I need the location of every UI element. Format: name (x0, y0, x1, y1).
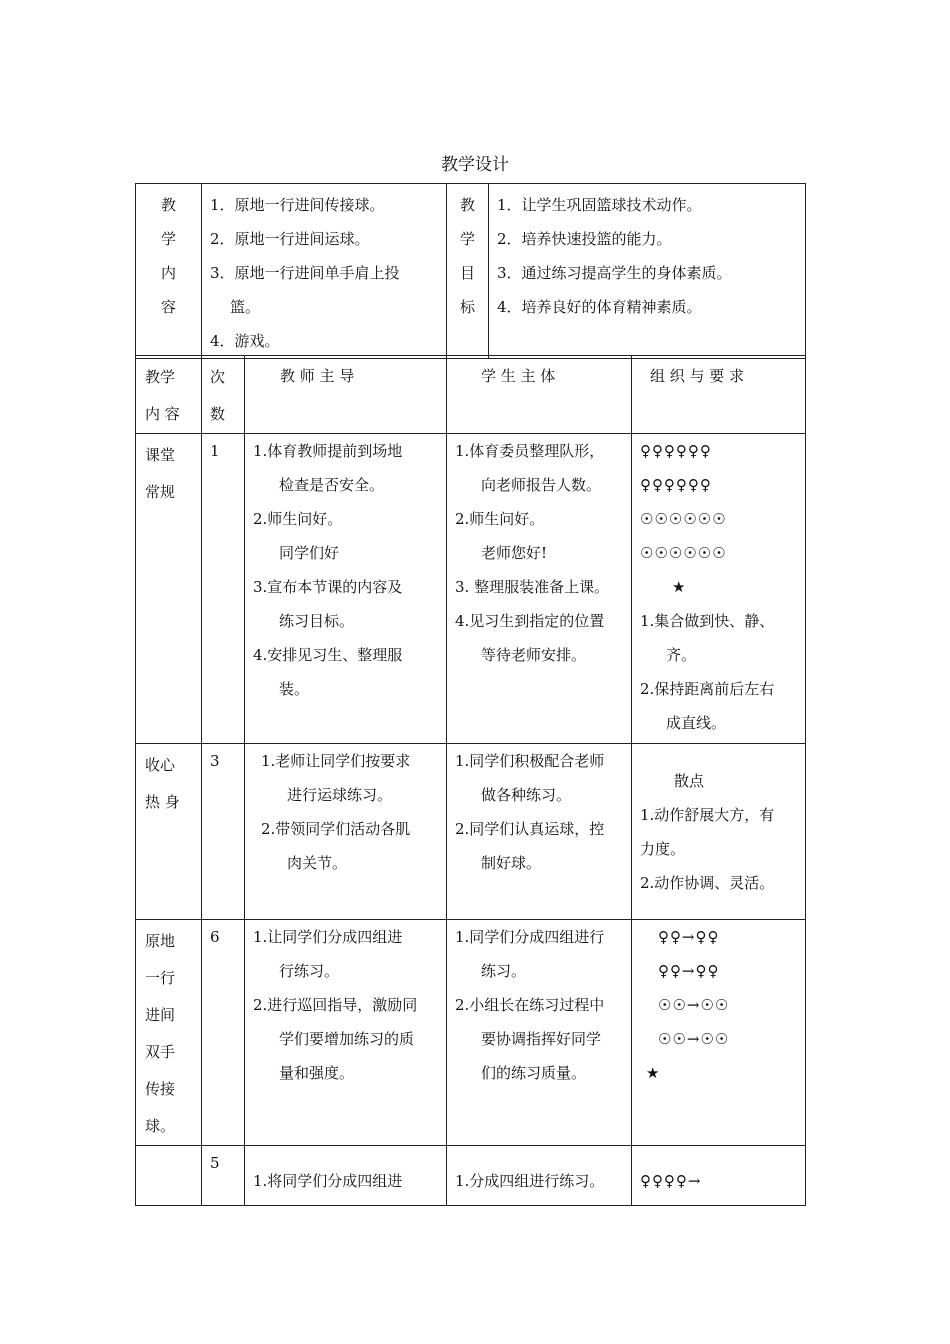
formation-row: ♀♀♀♀♀♀ (640, 476, 712, 494)
row-label: 原地 一行 进间 双手 传接 球。 (136, 920, 202, 1146)
goal-items (489, 184, 806, 359)
formation-row: ☉☉→☉☉ (658, 1030, 730, 1048)
list-item: 1．让学生巩固篮球技术动作。 (497, 196, 702, 214)
list-item: 4．游戏。 (210, 332, 280, 350)
student-cell: 1.体育委员整理队形， 向老师报告人数。 2.师生问好。 老师您好! 3. 整理服装准备上课。 4.见习生到指定的位置 等待老师安排。 (447, 434, 632, 744)
header-content: 教学 内 容 (136, 356, 202, 434)
header-teacher: 教 师 主 导 (245, 356, 447, 434)
formation-row: ♀♀♀♀♀♀ (640, 442, 712, 460)
teacher-star-icon: ★ (646, 1064, 660, 1082)
formation-row: ☉☉☉☉☉☉ (640, 544, 727, 562)
teacher-cell: 1.体育教师提前到场地 检查是否安全。 2.师生问好。 同学们好 3.宣布本节课的内容及 练习目标。 4.安排见习生、整理服 装。 (245, 434, 447, 744)
list-item: 3．原地一行进间单手肩上投 (210, 264, 400, 282)
row-count: 5 (202, 1146, 245, 1206)
teacher-star-icon: ★ (672, 578, 686, 596)
table-row (136, 434, 806, 744)
content-items (202, 184, 447, 359)
student-cell: 1.分成四组进行练习。 (447, 1146, 632, 1206)
organization-cell (632, 1146, 806, 1206)
list-item: 2．原地一行进间运球。 (210, 230, 370, 248)
teacher-cell: 1.将同学们分成四组进 (245, 1146, 447, 1206)
row-label: 收心 热 身 (136, 744, 202, 920)
student-cell: 1.同学们分成四组进行 练习。 2.小组长在练习过程中 要协调指挥好同学 们的练习质量。 (447, 920, 632, 1146)
teacher-cell: 1.老师让同学们按要求 进行运球练习。 2.带领同学们活动各肌 肉关节。 (245, 744, 447, 920)
organization-cell (632, 920, 806, 1146)
formation-row: ♀♀♀♀→ (640, 1172, 702, 1190)
table-row (136, 1146, 806, 1206)
table-row (136, 920, 806, 1146)
row-label: 课堂 常规 (136, 434, 202, 744)
formation-row: ☉☉☉☉☉☉ (640, 510, 727, 528)
list-item: 3．通过练习提高学生的身体素质。 (497, 264, 732, 282)
teacher-cell: 1.让同学们分成四组进 行练习。 2.进行巡回指导，激励同 学们要增加练习的质 量和强度。 (245, 920, 447, 1146)
formation-row: ♀♀→♀♀ (658, 928, 720, 946)
document-title: 教学设计 (441, 155, 509, 175)
row-count: 3 (202, 744, 245, 920)
overview-table (135, 183, 806, 359)
header-organization: 组 织 与 要 求 (632, 356, 806, 434)
list-item: 篮。 (230, 298, 261, 316)
row-label (136, 1146, 202, 1206)
list-item: 4．培养良好的体育精神素质。 (497, 298, 702, 316)
table-header-row (136, 356, 806, 434)
list-item: 2．培养快速投篮的能力。 (497, 230, 672, 248)
table-row (136, 744, 806, 920)
header-student: 学 生 主 体 (447, 356, 632, 434)
header-count: 次 数 (202, 356, 245, 434)
goal-label: 教 学 目 标 (447, 184, 489, 359)
formation-row: ☉☉→☉☉ (658, 996, 730, 1014)
row-count: 1 (202, 434, 245, 744)
list-item: 1．原地一行进间传接球。 (210, 196, 385, 214)
row-count: 6 (202, 920, 245, 1146)
lesson-table (135, 355, 806, 1206)
organization-cell: 散点 1.动作舒展大方，有 力度。 2.动作协调、灵活。 (632, 744, 806, 920)
formation-row: ♀♀→♀♀ (658, 962, 720, 980)
content-label: 教 学 内 容 (136, 184, 202, 359)
organization-cell: ♀♀♀♀♀♀ ♀♀♀♀♀♀ ☉☉☉☉☉☉ ☉☉☉☉☉☉ ★ 1.集合做到快、静、 齐。 2.保持距离前后左右 成直线。 (632, 434, 806, 744)
student-cell: 1.同学们积极配合老师 做各种练习。 2.同学们认真运球，控 制好球。 (447, 744, 632, 920)
